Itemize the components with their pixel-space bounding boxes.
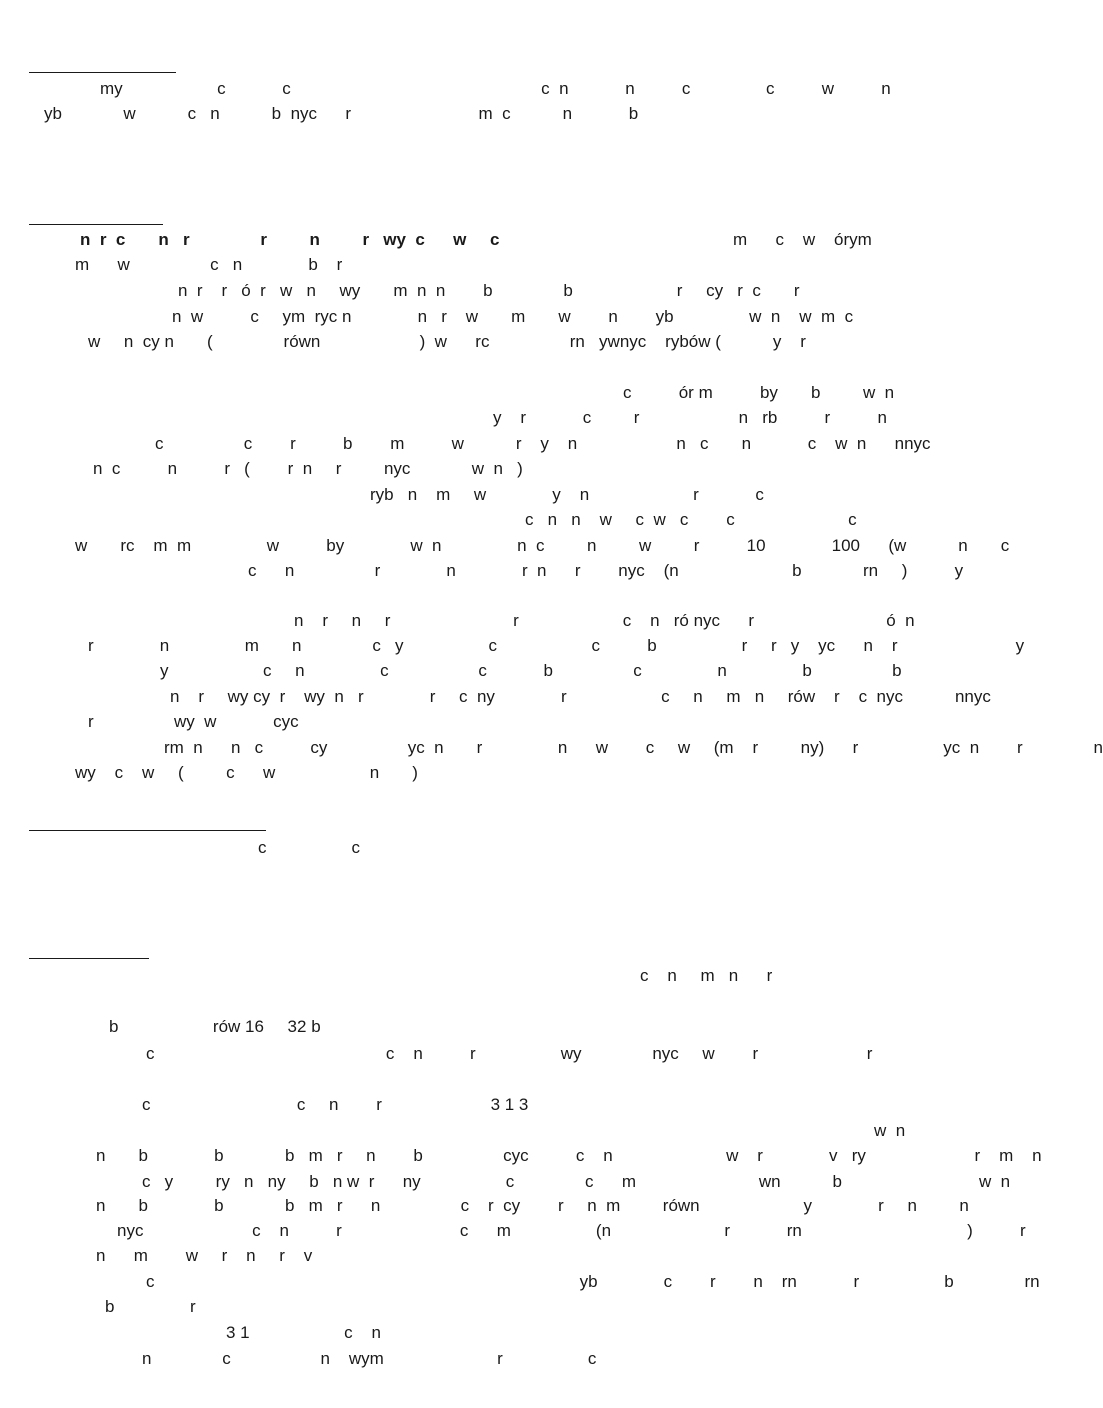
text-line: n r n r r c n ró nyc r ó n xyxy=(294,611,915,630)
text-line: m c w órym xyxy=(733,230,872,249)
text-line: c c n r wy nyc w r r xyxy=(146,1044,873,1063)
text-line: c c r b m w r y n n c n c w n nnyc xyxy=(155,434,931,453)
text-line: c y ry n ny b n w r ny c c m wn b w n xyxy=(142,1172,1011,1191)
section-rule-1 xyxy=(29,72,176,73)
text-line: b r xyxy=(105,1297,196,1316)
text-line: b rów 16 32 b xyxy=(109,1017,321,1036)
text-line: wy c w ( c w n ) xyxy=(75,763,418,782)
section-rule-3 xyxy=(29,830,266,831)
section-rule-4 xyxy=(29,958,149,959)
text-line: y c n c c b c n b b xyxy=(160,661,902,680)
text-line: rm n n c cy yc n r n w c w (m r ny) r yc n r n xyxy=(164,738,1103,757)
text-line: n r wy cy r wy n r r c ny r c n m n rów r c nyc nnyc xyxy=(170,687,991,706)
text-line: r n m n c y c c b r r y yc n r y xyxy=(88,636,1025,655)
text-line: n r r ó r w n wy m n n b b r cy r c r xyxy=(178,281,800,300)
text-line: y r c r n rb r n xyxy=(493,408,887,427)
text-line: r wy w cyc xyxy=(88,712,299,731)
text-line: c ór m by b w n xyxy=(623,383,895,402)
text-line: c c n r 3 1 3 xyxy=(142,1095,529,1114)
section-rule-2 xyxy=(29,224,163,225)
text-line: n w c ym ryc n n r w m w n yb w n w m c xyxy=(172,307,854,326)
text-line: c c xyxy=(258,838,361,857)
text-line: m w c n b r xyxy=(75,255,343,274)
text-line: my c c c n n c c w n xyxy=(100,79,891,98)
text-line: n m w r n r v xyxy=(96,1246,313,1265)
text-line: n c n wym r c xyxy=(142,1349,597,1368)
text-line: yb w c n b nyc r m c n b xyxy=(44,104,639,123)
text-line: n b b b m r n b cyc c n w r v ry r m n xyxy=(96,1146,1042,1165)
section-heading: n r c n r r n r wy c w c xyxy=(80,230,500,249)
text-line: w rc m m w by w n n c n w r 10 100 (w n c xyxy=(75,536,1010,555)
text-line: c n r n r n r nyc (n b rn ) y xyxy=(248,561,964,580)
text-line: w n xyxy=(874,1121,906,1140)
text-line: n b b b m r n c r cy r n m równ y r n n xyxy=(96,1196,969,1215)
text-line: n c n r ( r n r nyc w n ) xyxy=(93,459,523,478)
text-line: ryb n m w y n r c xyxy=(370,485,764,504)
text-line: c n n w c w c c c xyxy=(525,510,857,529)
text-line: c yb c r n rn r b rn xyxy=(146,1272,1040,1291)
text-line: nyc c n r c m (n r rn ) r xyxy=(117,1221,1026,1240)
text-line: w n cy n ( równ ) w rc rn ywnyc rybów ( y r xyxy=(88,332,806,351)
text-line: 3 1 c n xyxy=(226,1323,381,1342)
text-line: c n m n r xyxy=(640,966,773,985)
